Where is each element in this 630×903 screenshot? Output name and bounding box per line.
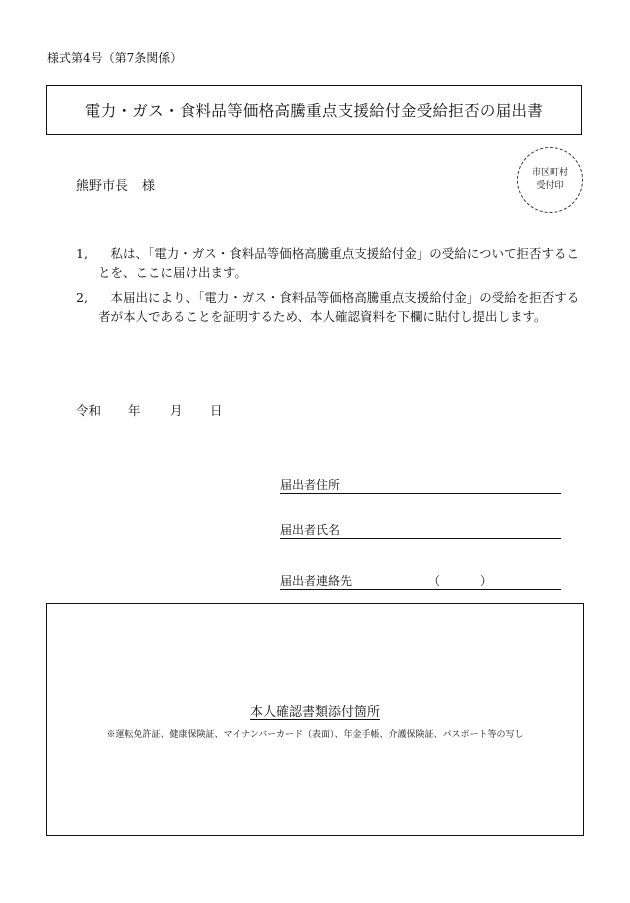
date-year: 年 (128, 403, 141, 418)
applicant-contact-label: 届出者連絡先 (280, 574, 353, 588)
clause-number: 1, (76, 246, 88, 261)
addressee-name: 熊野市長 (76, 179, 129, 194)
document-title: 電力・ガス・食料品等価格高騰重点支援給付金受給拒否の届出書 (84, 102, 544, 120)
clause-2 (76, 288, 586, 326)
clause-text: 私は、「電力・ガス・食料品等価格高騰重点支援給付金」の受給について拒否することを、ここに届け出ます。 (98, 246, 580, 280)
applicant-name-label: 届出者氏名 (280, 523, 341, 537)
declaration-clauses (76, 244, 586, 332)
addressee (76, 175, 155, 194)
clause-text: 本届出により、「電力・ガス・食料品等価格高騰重点支援給付金」の受給を拒否する者が本人であることを証明するため、本人確認資料を下欄に貼付し提出します。 (98, 290, 580, 324)
date-era: 令和 (76, 403, 102, 418)
form-number: 様式第4号（第7条関係） (47, 51, 183, 65)
reception-stamp-area (517, 147, 583, 213)
contact-paren-open: （ (428, 574, 441, 588)
date-day: 日 (210, 403, 223, 418)
id-section-note: ※運転免許証、健康保険証、マイナンバーカード（表面）、年金手帳、介護保険証、パスポート等の写し (106, 730, 524, 740)
date-month: 月 (170, 403, 183, 418)
date-field[interactable] (76, 401, 223, 419)
addressee-honorific: 様 (142, 179, 156, 194)
contact-paren-close: ） (480, 574, 493, 588)
title-box (46, 85, 582, 135)
stamp-label-receipt: 受付印 (536, 181, 564, 191)
applicant-name-field[interactable] (280, 521, 561, 539)
applicant-address-field[interactable] (280, 476, 561, 494)
id-document-attachment-area (46, 603, 584, 836)
stamp-label-municipality: 市区町村 (531, 168, 568, 178)
clause-number: 2, (76, 290, 88, 305)
clause-1 (76, 244, 586, 282)
applicant-address-label: 届出者住所 (280, 478, 341, 492)
id-section-title: 本人確認書類添付箇所 (249, 705, 380, 720)
applicant-contact-field[interactable] (280, 572, 561, 590)
